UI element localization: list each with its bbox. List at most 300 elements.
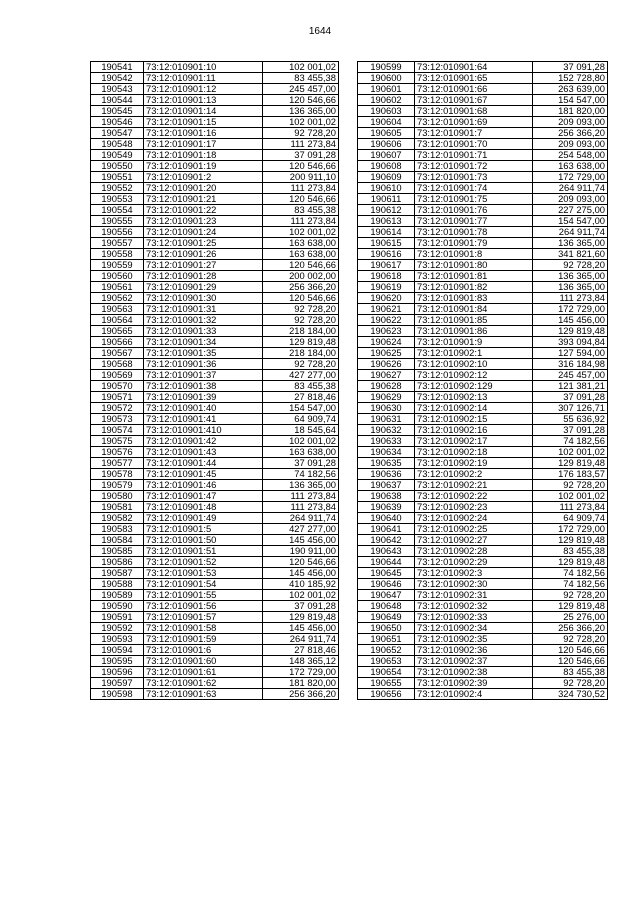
table-row [91, 359, 339, 370]
row-number-cell: 190572 [91, 403, 144, 414]
row-number-cell: 190592 [91, 623, 144, 634]
table-row [91, 524, 339, 535]
value-cell: 256 366,20 [263, 282, 339, 293]
row-number-cell: 190606 [358, 139, 415, 150]
cadastral-number-cell: 73:12:010901:63 [144, 689, 263, 700]
cadastral-number-cell: 73:12:010901:50 [144, 535, 263, 546]
value-cell: 154 547,00 [533, 95, 608, 106]
row-number-cell: 190639 [358, 502, 415, 513]
row-number-cell: 190590 [91, 601, 144, 612]
row-number-cell: 190632 [358, 425, 415, 436]
row-number-cell: 190580 [91, 491, 144, 502]
value-cell: 209 093,00 [533, 194, 608, 205]
table-row [91, 370, 339, 381]
value-cell: 92 728,20 [533, 590, 608, 601]
value-cell: 181 820,00 [533, 106, 608, 117]
cadastral-number-cell: 73:12:010902:10 [415, 359, 533, 370]
table-row [91, 348, 339, 359]
value-cell: 172 729,00 [533, 172, 608, 183]
left-register-table [90, 61, 339, 700]
table-row [91, 194, 339, 205]
value-cell: 410 185,92 [263, 579, 339, 590]
value-cell: 307 126,71 [533, 403, 608, 414]
row-number-cell: 190605 [358, 128, 415, 139]
value-cell: 145 456,00 [263, 535, 339, 546]
cadastral-number-cell: 73:12:010901:22 [144, 205, 263, 216]
table-row [358, 524, 608, 535]
value-cell: 264 911,74 [263, 513, 339, 524]
table-row [91, 590, 339, 601]
cadastral-number-cell: 73:12:010901:13 [144, 95, 263, 106]
cadastral-number-cell: 73:12:010901:86 [415, 326, 533, 337]
cadastral-number-cell: 73:12:010902:12 [415, 370, 533, 381]
cadastral-number-cell: 73:12:010901:44 [144, 458, 263, 469]
value-cell: 102 001,02 [533, 447, 608, 458]
value-cell: 129 819,48 [533, 601, 608, 612]
value-cell: 92 728,20 [533, 480, 608, 491]
table-row [358, 216, 608, 227]
row-number-cell: 190607 [358, 150, 415, 161]
table-row [91, 73, 339, 84]
row-number-cell: 190608 [358, 161, 415, 172]
cadastral-number-cell: 73:12:010901:71 [415, 150, 533, 161]
row-number-cell: 190585 [91, 546, 144, 557]
row-number-cell: 190551 [91, 172, 144, 183]
row-number-cell: 190634 [358, 447, 415, 458]
table-row [358, 590, 608, 601]
cadastral-number-cell: 73:12:010901:69 [415, 117, 533, 128]
row-number-cell: 190615 [358, 238, 415, 249]
cadastral-number-cell: 73:12:010901:51 [144, 546, 263, 557]
row-number-cell: 190579 [91, 480, 144, 491]
value-cell: 120 546,66 [263, 95, 339, 106]
value-cell: 111 273,84 [533, 502, 608, 513]
row-number-cell: 190628 [358, 381, 415, 392]
table-row [91, 414, 339, 425]
value-cell: 163 638,00 [533, 161, 608, 172]
row-number-cell: 190570 [91, 381, 144, 392]
value-cell: 102 001,02 [263, 590, 339, 601]
row-number-cell: 190544 [91, 95, 144, 106]
cadastral-number-cell: 73:12:010901:20 [144, 183, 263, 194]
value-cell: 64 909,74 [263, 414, 339, 425]
value-cell: 341 821,60 [533, 249, 608, 260]
cadastral-number-cell: 73:12:010901:68 [415, 106, 533, 117]
value-cell: 227 275,00 [533, 205, 608, 216]
value-cell: 74 182,56 [533, 568, 608, 579]
row-number-cell: 190555 [91, 216, 144, 227]
cadastral-number-cell: 73:12:010901:85 [415, 315, 533, 326]
cadastral-number-cell: 73:12:010901:74 [415, 183, 533, 194]
value-cell: 136 365,00 [263, 480, 339, 491]
row-number-cell: 190556 [91, 227, 144, 238]
table-row [358, 469, 608, 480]
cadastral-number-cell: 73:12:010901:46 [144, 480, 263, 491]
table-row [91, 238, 339, 249]
value-cell: 92 728,20 [533, 678, 608, 689]
value-cell: 136 365,00 [533, 238, 608, 249]
table-row [358, 315, 608, 326]
row-number-cell: 190557 [91, 238, 144, 249]
table-row [91, 304, 339, 315]
table-row [358, 194, 608, 205]
table-row [91, 601, 339, 612]
row-number-cell: 190654 [358, 667, 415, 678]
row-number-cell: 190643 [358, 546, 415, 557]
table-row [91, 469, 339, 480]
table-row [358, 139, 608, 150]
cadastral-number-cell: 73:12:010901:27 [144, 260, 263, 271]
cadastral-number-cell: 73:12:010901:80 [415, 260, 533, 271]
cadastral-number-cell: 73:12:010902:14 [415, 403, 533, 414]
row-number-cell: 190588 [91, 579, 144, 590]
row-number-cell: 190548 [91, 139, 144, 150]
table-row [91, 425, 339, 436]
table-row [91, 117, 339, 128]
table-row [358, 579, 608, 590]
row-number-cell: 190630 [358, 403, 415, 414]
value-cell: 163 638,00 [263, 447, 339, 458]
right-table-body [358, 62, 608, 700]
table-row [358, 326, 608, 337]
cadastral-number-cell: 73:12:010901:17 [144, 139, 263, 150]
table-row [91, 678, 339, 689]
cadastral-number-cell: 73:12:010901:34 [144, 337, 263, 348]
table-row [91, 502, 339, 513]
table-row [358, 238, 608, 249]
cadastral-number-cell: 73:12:010902:39 [415, 678, 533, 689]
row-number-cell: 190601 [358, 84, 415, 95]
value-cell: 218 184,00 [263, 348, 339, 359]
row-number-cell: 190645 [358, 568, 415, 579]
table-row [358, 513, 608, 524]
cadastral-number-cell: 73:12:010901:52 [144, 557, 263, 568]
value-cell: 55 636,92 [533, 414, 608, 425]
value-cell: 136 365,00 [533, 271, 608, 282]
row-number-cell: 190586 [91, 557, 144, 568]
table-row [91, 645, 339, 656]
value-cell: 145 456,00 [263, 623, 339, 634]
table-row [91, 227, 339, 238]
row-number-cell: 190651 [358, 634, 415, 645]
row-number-cell: 190593 [91, 634, 144, 645]
value-cell: 120 546,66 [263, 161, 339, 172]
table-row [358, 425, 608, 436]
value-cell: 256 366,20 [263, 689, 339, 700]
row-number-cell: 190574 [91, 425, 144, 436]
value-cell: 37 091,28 [533, 392, 608, 403]
value-cell: 218 184,00 [263, 326, 339, 337]
value-cell: 264 911,74 [533, 227, 608, 238]
table-row [358, 348, 608, 359]
cadastral-number-cell: 73:12:010901:45 [144, 469, 263, 480]
value-cell: 427 277,00 [263, 370, 339, 381]
table-row [358, 293, 608, 304]
value-cell: 145 456,00 [533, 315, 608, 326]
value-cell: 111 273,84 [263, 183, 339, 194]
cadastral-number-cell: 73:12:010902:23 [415, 502, 533, 513]
cadastral-number-cell: 73:12:010901:60 [144, 656, 263, 667]
row-number-cell: 190637 [358, 480, 415, 491]
cadastral-number-cell: 73:12:010902:38 [415, 667, 533, 678]
table-row [91, 128, 339, 139]
row-number-cell: 190636 [358, 469, 415, 480]
row-number-cell: 190641 [358, 524, 415, 535]
value-cell: 154 547,00 [263, 403, 339, 414]
cadastral-number-cell: 73:12:010902:16 [415, 425, 533, 436]
table-row [91, 95, 339, 106]
row-number-cell: 190609 [358, 172, 415, 183]
cadastral-number-cell: 73:12:010901:49 [144, 513, 263, 524]
value-cell: 245 457,00 [263, 84, 339, 95]
cadastral-number-cell: 73:12:010902:15 [415, 414, 533, 425]
value-cell: 393 094,84 [533, 337, 608, 348]
table-row [91, 381, 339, 392]
value-cell: 37 091,28 [533, 425, 608, 436]
row-number-cell: 190577 [91, 458, 144, 469]
row-number-cell: 190612 [358, 205, 415, 216]
value-cell: 181 820,00 [263, 678, 339, 689]
row-number-cell: 190626 [358, 359, 415, 370]
cadastral-number-cell: 73:12:010901:18 [144, 150, 263, 161]
row-number-cell: 190622 [358, 315, 415, 326]
cadastral-number-cell: 73:12:010902:21 [415, 480, 533, 491]
cadastral-number-cell: 73:12:010901:24 [144, 227, 263, 238]
row-number-cell: 190603 [358, 106, 415, 117]
row-number-cell: 190562 [91, 293, 144, 304]
value-cell: 74 182,56 [533, 579, 608, 590]
table-row [358, 73, 608, 84]
cadastral-number-cell: 73:12:010901:57 [144, 612, 263, 623]
table-row [358, 249, 608, 260]
cadastral-number-cell: 73:12:010901:26 [144, 249, 263, 260]
table-row [91, 282, 339, 293]
cadastral-number-cell: 73:12:010901:53 [144, 568, 263, 579]
cadastral-number-cell: 73:12:010901:33 [144, 326, 263, 337]
cadastral-number-cell: 73:12:010901:73 [415, 172, 533, 183]
cadastral-number-cell: 73:12:010901:77 [415, 216, 533, 227]
table-row [358, 359, 608, 370]
table-row [91, 634, 339, 645]
cadastral-number-cell: 73:12:010902:31 [415, 590, 533, 601]
value-cell: 245 457,00 [533, 370, 608, 381]
row-number-cell: 190568 [91, 359, 144, 370]
cadastral-number-cell: 73:12:010901:30 [144, 293, 263, 304]
table-row [358, 62, 608, 73]
row-number-cell: 190611 [358, 194, 415, 205]
cadastral-number-cell: 73:12:010901:8 [415, 249, 533, 260]
cadastral-number-cell: 73:12:010901:31 [144, 304, 263, 315]
table-row [358, 271, 608, 282]
row-number-cell: 190553 [91, 194, 144, 205]
table-row [358, 557, 608, 568]
right-register-table [357, 61, 608, 700]
value-cell: 102 001,02 [263, 436, 339, 447]
table-row [358, 458, 608, 469]
cadastral-number-cell: 73:12:010901:6 [144, 645, 263, 656]
value-cell: 129 819,48 [533, 326, 608, 337]
row-number-cell: 190653 [358, 656, 415, 667]
table-row [91, 689, 339, 700]
table-row [91, 260, 339, 271]
value-cell: 263 639,00 [533, 84, 608, 95]
table-row [358, 172, 608, 183]
table-row [358, 337, 608, 348]
row-number-cell: 190546 [91, 117, 144, 128]
cadastral-number-cell: 73:12:010901:29 [144, 282, 263, 293]
table-row [91, 172, 339, 183]
table-row [91, 546, 339, 557]
cadastral-number-cell: 73:12:010901:62 [144, 678, 263, 689]
table-row [91, 491, 339, 502]
table-row [358, 128, 608, 139]
value-cell: 120 546,66 [263, 260, 339, 271]
value-cell: 120 546,66 [263, 293, 339, 304]
row-number-cell: 190620 [358, 293, 415, 304]
value-cell: 129 819,48 [533, 458, 608, 469]
table-row [91, 656, 339, 667]
cadastral-number-cell: 73:12:010901:79 [415, 238, 533, 249]
cadastral-number-cell: 73:12:010901:54 [144, 579, 263, 590]
cadastral-number-cell: 73:12:010901:81 [415, 271, 533, 282]
value-cell: 83 455,38 [533, 546, 608, 557]
table-row [358, 535, 608, 546]
row-number-cell: 190652 [358, 645, 415, 656]
cadastral-number-cell: 73:12:010901:65 [415, 73, 533, 84]
table-row [91, 106, 339, 117]
row-number-cell: 190552 [91, 183, 144, 194]
table-row [358, 568, 608, 579]
row-number-cell: 190600 [358, 73, 415, 84]
cadastral-number-cell: 73:12:010902:3 [415, 568, 533, 579]
cadastral-number-cell: 73:12:010901:32 [144, 315, 263, 326]
table-row [91, 392, 339, 403]
cadastral-number-cell: 73:12:010901:43 [144, 447, 263, 458]
row-number-cell: 190640 [358, 513, 415, 524]
table-row [91, 568, 339, 579]
value-cell: 111 273,84 [263, 502, 339, 513]
cadastral-number-cell: 73:12:010902:27 [415, 535, 533, 546]
row-number-cell: 190575 [91, 436, 144, 447]
table-row [358, 117, 608, 128]
cadastral-number-cell: 73:12:010901:82 [415, 282, 533, 293]
value-cell: 190 911,00 [263, 546, 339, 557]
row-number-cell: 190629 [358, 392, 415, 403]
value-cell: 172 729,00 [533, 304, 608, 315]
table-row [358, 282, 608, 293]
cadastral-number-cell: 73:12:010901:7 [415, 128, 533, 139]
cadastral-number-cell: 73:12:010901:12 [144, 84, 263, 95]
table-row [91, 612, 339, 623]
cadastral-number-cell: 73:12:010901:9 [415, 337, 533, 348]
value-cell: 64 909,74 [533, 513, 608, 524]
value-cell: 111 273,84 [263, 216, 339, 227]
value-cell: 37 091,28 [263, 458, 339, 469]
row-number-cell: 190573 [91, 414, 144, 425]
row-number-cell: 190614 [358, 227, 415, 238]
cadastral-number-cell: 73:12:010901:21 [144, 194, 263, 205]
row-number-cell: 190591 [91, 612, 144, 623]
cadastral-number-cell: 73:12:010901:39 [144, 392, 263, 403]
value-cell: 256 366,20 [533, 623, 608, 634]
table-row [91, 216, 339, 227]
row-number-cell: 190587 [91, 568, 144, 579]
value-cell: 111 273,84 [533, 293, 608, 304]
table-row [358, 645, 608, 656]
row-number-cell: 190647 [358, 590, 415, 601]
row-number-cell: 190617 [358, 260, 415, 271]
table-row [91, 139, 339, 150]
value-cell: 74 182,56 [533, 436, 608, 447]
value-cell: 324 730,52 [533, 689, 608, 700]
row-number-cell: 190550 [91, 161, 144, 172]
value-cell: 129 819,48 [533, 557, 608, 568]
cadastral-number-cell: 73:12:010902:32 [415, 601, 533, 612]
value-cell: 83 455,38 [263, 381, 339, 392]
row-number-cell: 190597 [91, 678, 144, 689]
cadastral-number-cell: 73:12:010901:67 [415, 95, 533, 106]
row-number-cell: 190578 [91, 469, 144, 480]
cadastral-number-cell: 73:12:010901:42 [144, 436, 263, 447]
table-row [358, 381, 608, 392]
table-row [358, 612, 608, 623]
row-number-cell: 190649 [358, 612, 415, 623]
row-number-cell: 190558 [91, 249, 144, 260]
cadastral-number-cell: 73:12:010901:35 [144, 348, 263, 359]
value-cell: 264 911,74 [263, 634, 339, 645]
table-row [358, 623, 608, 634]
cadastral-number-cell: 73:12:010902:13 [415, 392, 533, 403]
value-cell: 136 365,00 [263, 106, 339, 117]
cadastral-number-cell: 73:12:010902:28 [415, 546, 533, 557]
cadastral-number-cell: 73:12:010902:22 [415, 491, 533, 502]
cadastral-number-cell: 73:12:010901:70 [415, 139, 533, 150]
row-number-cell: 190627 [358, 370, 415, 381]
cadastral-number-cell: 73:12:010901:48 [144, 502, 263, 513]
table-row [91, 403, 339, 414]
row-number-cell: 190571 [91, 392, 144, 403]
table-row [358, 436, 608, 447]
table-row [358, 106, 608, 117]
row-number-cell: 190583 [91, 524, 144, 535]
table-row [358, 304, 608, 315]
row-number-cell: 190576 [91, 447, 144, 458]
value-cell: 129 819,48 [263, 337, 339, 348]
row-number-cell: 190644 [358, 557, 415, 568]
row-number-cell: 190564 [91, 315, 144, 326]
value-cell: 74 182,56 [263, 469, 339, 480]
cadastral-number-cell: 73:12:010901:75 [415, 194, 533, 205]
table-row [358, 260, 608, 271]
value-cell: 121 381,21 [533, 381, 608, 392]
row-number-cell: 190618 [358, 271, 415, 282]
cadastral-number-cell: 73:12:010902:18 [415, 447, 533, 458]
row-number-cell: 190598 [91, 689, 144, 700]
table-row [91, 480, 339, 491]
value-cell: 120 546,66 [263, 557, 339, 568]
table-row [358, 601, 608, 612]
value-cell: 83 455,38 [263, 205, 339, 216]
row-number-cell: 190599 [358, 62, 415, 73]
row-number-cell: 190595 [91, 656, 144, 667]
row-number-cell: 190631 [358, 414, 415, 425]
value-cell: 25 276,00 [533, 612, 608, 623]
row-number-cell: 190589 [91, 590, 144, 601]
value-cell: 120 546,66 [263, 194, 339, 205]
left-table-body [91, 62, 339, 700]
table-row [91, 535, 339, 546]
value-cell: 92 728,20 [263, 304, 339, 315]
